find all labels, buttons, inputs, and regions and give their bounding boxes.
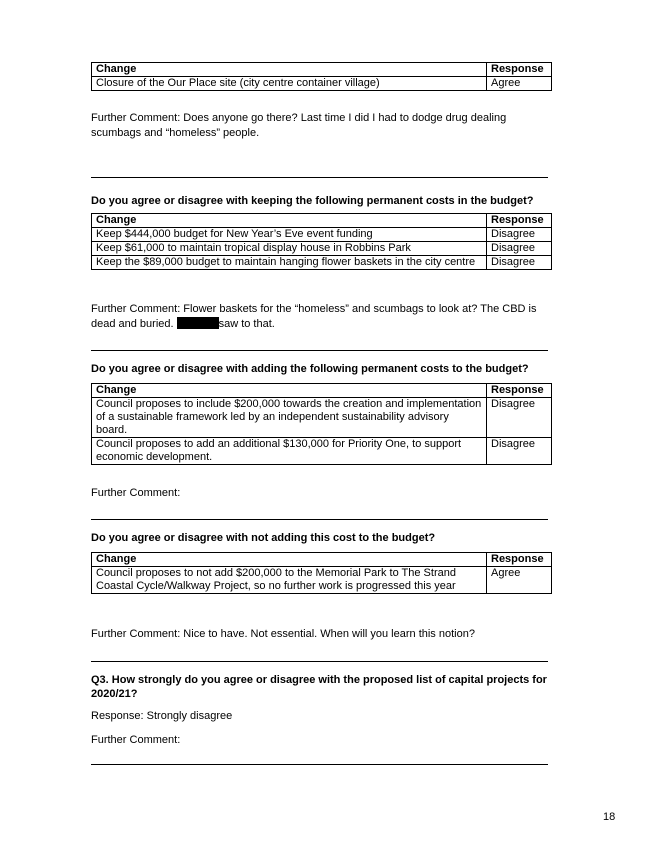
- comment-text: Further Comment: Flower baskets for the “homeless” and scumbags to look at? The CBD is dead and buried.: [91, 303, 537, 330]
- response-cell: Disagree: [487, 398, 552, 438]
- response-column-header: Response: [487, 384, 552, 398]
- table-row: [92, 228, 552, 242]
- change-column-header: Change: [92, 63, 487, 77]
- response-cell: Disagree: [487, 242, 552, 256]
- response-cell: Disagree: [487, 438, 552, 465]
- response-cell: Disagree: [487, 256, 552, 270]
- table-header-row: [92, 384, 552, 398]
- change-cell: Keep $444,000 budget for New Year’s Eve event funding: [92, 228, 487, 242]
- divider-line: [91, 177, 548, 178]
- change-response-table-4: [91, 552, 552, 594]
- change-response-table-2: [91, 213, 552, 270]
- question-not-adding-cost: Do you agree or disagree with not adding this cost to the budget?: [91, 532, 436, 544]
- change-response-table-3: [91, 383, 552, 465]
- change-cell: Closure of the Our Place site (city centre container village): [92, 77, 487, 91]
- response-column-header: Response: [487, 63, 552, 77]
- divider-line: [91, 661, 548, 662]
- table-row: [92, 438, 552, 465]
- table-header-row: [92, 214, 552, 228]
- change-cell: Keep $61,000 to maintain tropical display house in Robbins Park: [92, 242, 487, 256]
- table-row: [92, 398, 552, 438]
- table-header-row: [92, 553, 552, 567]
- table-row: [92, 256, 552, 270]
- response-cell: Agree: [487, 77, 552, 91]
- q3-response: Response: Strongly disagree: [91, 710, 233, 722]
- change-column-header: Change: [92, 553, 487, 567]
- response-cell: Agree: [487, 567, 552, 594]
- change-cell: Keep the $89,000 budget to maintain hanging flower baskets in the city centre: [92, 256, 487, 270]
- change-response-table-1: [91, 62, 552, 91]
- change-column-header: Change: [92, 384, 487, 398]
- further-comment-4: Further Comment: Nice to have. Not essential. When will you learn this notion?: [91, 628, 475, 640]
- question-add-permanent-costs: Do you agree or disagree with adding the following permanent costs to the budget?: [91, 363, 529, 375]
- divider-line: [91, 519, 548, 520]
- q3-further-comment: Further Comment:: [91, 734, 181, 746]
- divider-line: [91, 764, 548, 765]
- change-cell: Council proposes to not add $200,000 to the Memorial Park to The Strand Coastal Cycle/Walkway Project, so no further work is progressed this year: [92, 567, 487, 594]
- response-column-header: Response: [487, 214, 552, 228]
- further-comment-1: Further Comment: Does anyone go there? Last time I did I had to dodge drug dealing scumbags and “homeless” people.: [91, 112, 507, 139]
- redaction-block: [177, 317, 219, 329]
- question-keep-permanent-costs: Do you agree or disagree with keeping the following permanent costs in the budget?: [91, 195, 534, 207]
- response-column-header: Response: [487, 553, 552, 567]
- response-cell: Disagree: [487, 228, 552, 242]
- question-q3-capital-projects: Q3. How strongly do you agree or disagree with the proposed list of capital projects for 2020/21?: [91, 674, 547, 700]
- table-row: [92, 77, 552, 91]
- change-column-header: Change: [92, 214, 487, 228]
- table-row: [92, 242, 552, 256]
- change-cell: Council proposes to include $200,000 towards the creation and implementation of a sustainable framework led by an independent sustainability advisory board.: [92, 398, 487, 438]
- further-comment-2: [91, 302, 553, 332]
- further-comment-3: Further Comment:: [91, 487, 181, 499]
- divider-line: [91, 350, 548, 351]
- change-cell: Council proposes to add an additional $130,000 for Priority One, to support economic development.: [92, 438, 487, 465]
- page-number: 18: [603, 811, 616, 823]
- table-row: [92, 567, 552, 594]
- table-header-row: [92, 63, 552, 77]
- comment-text-continued: saw to that.: [218, 318, 275, 330]
